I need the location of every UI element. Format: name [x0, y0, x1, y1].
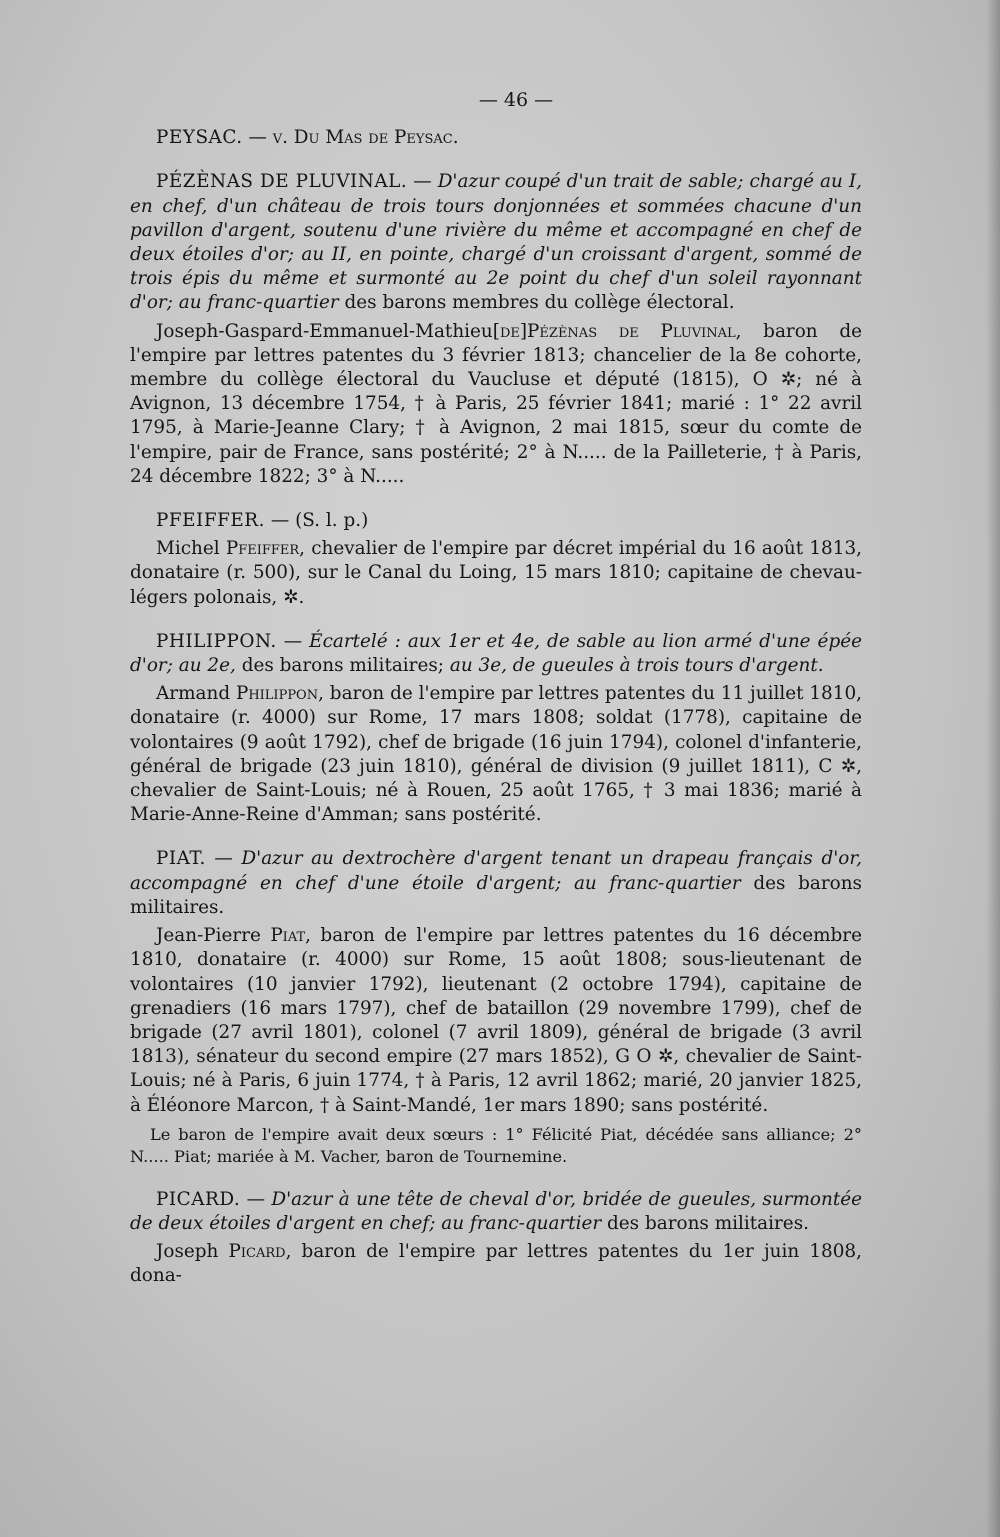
- heading-dash: —: [283, 630, 303, 652]
- person-given-name: Joseph-Gaspard-Emmanuel-Mathieu: [156, 320, 493, 342]
- heading-dash: —: [246, 1188, 266, 1210]
- entry-pfeiffer: [130, 509, 862, 610]
- arms-plain: des barons militaires;: [241, 655, 444, 677]
- person-surname: Pfeiffer: [225, 538, 300, 560]
- person-paragraph: [130, 537, 862, 610]
- entry-name: PHILIPPON.: [156, 630, 277, 652]
- person-biography: , baron de l'empire par lettres patentes du 11 juillet 1810, donataire (r. 4000) sur Rome, 17 mars 1808; soldat (1778), capitaine de volontaires (9 août 1792), chef de brigade (16 juin 1794), colonel d'infanterie, général de brigade (23 juin 1810), général de division (9 juillet 1811), C ✲, chevalier de Saint-Louis; né à Rouen, 25 août 1765, † 3 mai 1836; marié à Marie-Anne-Reine d'Amman; sans postérité.: [130, 683, 862, 826]
- arms-plain: des barons membres du collège électoral.: [344, 292, 735, 314]
- entry-philippon: [130, 630, 862, 828]
- entry-peysac: [130, 126, 862, 150]
- entry-name: PÉZÈNAS DE PLUVINAL.: [156, 171, 408, 193]
- page-number: — 46 —: [478, 89, 554, 111]
- person-paragraph: [130, 320, 862, 489]
- person-particle: [de]: [492, 320, 528, 342]
- person-surname: Pézènas de Pluvinal: [527, 320, 736, 342]
- entry-heading: [130, 847, 862, 920]
- person-surname: Piat: [270, 925, 306, 947]
- person-biography: , baron de l'empire par lettres patentes du 1er juin 1808, dona-: [130, 1241, 862, 1287]
- entry-picard: [130, 1188, 862, 1289]
- person-paragraph: [130, 924, 862, 1118]
- heading-dash: —: [413, 171, 432, 193]
- entry-heading: [130, 170, 862, 315]
- person-given-name: Armand: [156, 683, 231, 705]
- entry-heading: [130, 509, 862, 533]
- entry-name: PICARD.: [156, 1188, 241, 1210]
- heading-dash: —: [214, 848, 233, 870]
- arms-description: D'azur coupé d'un trait de sable; chargé au I, en chef, d'un château de trois tours donjonnées et sommées chacune d'un pavillon d'argent, soutenu d'une rivière du même et accompagné en chef de deux étoiles d'or; au II, en pointe, chargé d'un croissant d'argent, sommé de trois épis du même et surmonté au 2e point du chef d'un soleil rayonnant d'or; au franc-quartier: [130, 171, 862, 314]
- entry-pezenas-de-pluvinal: [130, 170, 862, 489]
- entry-name: PIAT.: [156, 848, 206, 870]
- person-given-name: Michel: [156, 538, 220, 560]
- person-surname: Picard: [228, 1241, 286, 1263]
- entry-name: PFEIFFER.: [156, 510, 265, 532]
- entry-name: PEYSAC.: [156, 127, 243, 149]
- footnote-paragraph: Le baron de l'empire avait deux sœurs : 1° Félicité Piat, décédée sans alliance; 2° N..... Piat; mariée à M. Vacher, baron de Tournemine.: [130, 1124, 862, 1166]
- person-biography: , baron de l'empire par lettres patentes du 16 décembre 1810, donataire (r. 4000) sur Rome, 15 août 1808; sous-lieutenant de volontaires (10 janvier 1792), lieutenant (2 octobre 1794), capitaine de grenadiers (16 mars 1797), chef de bataillon (29 novembre 1799), chef de brigade (27 avril 1801), colonel (7 avril 1809), général de brigade (3 avril 1813), sénateur du second empire (27 mars 1852), G O ✲, chevalier de Saint-Louis; né à Paris, 6 juin 1774, † à Paris, 12 avril 1862; marié, 20 janvier 1825, à Éléonore Marcon, † à Saint-Mandé, 1er mars 1890; sans postérité.: [130, 925, 862, 1116]
- entry-heading: [130, 1188, 862, 1236]
- arms-description-2: au 3e, de gueules à trois tours d'argent.: [449, 655, 824, 677]
- person-paragraph: [130, 682, 862, 827]
- person-surname: Philippon: [235, 683, 319, 705]
- cross-reference: — (S. l. p.): [270, 510, 369, 532]
- person-given-name: Jean-Pierre: [156, 925, 261, 947]
- person-given-name: Joseph: [156, 1241, 219, 1263]
- entry-heading: [130, 630, 862, 678]
- cross-reference: — v. Du Mas de Peysac.: [248, 127, 459, 149]
- entry-piat: [130, 847, 862, 1167]
- person-paragraph: [130, 1240, 862, 1288]
- person-biography: , chevalier de l'empire par décret impérial du 16 août 1813, donataire (r. 500), sur le Canal du Loing, 15 mars 1810; capitaine de chevau-légers polonais, ✲.: [130, 538, 862, 608]
- person-biography: , baron de l'empire par lettres patentes du 3 février 1813; chancelier de la 8e cohorte, membre du collège électoral du Vaucluse et député (1815), O ✲; né à Avignon, 13 décembre 1754, † à Paris, 25 février 1841; marié : 1° 22 avril 1795, à Marie-Jeanne Clary; † à Avignon, 2 mai 1815, sœur du comte de l'empire, pair de France, sans postérité; 2° à N..... de la Pailleterie, † à Paris, 24 décembre 1822; 3° à N.....: [130, 320, 862, 487]
- arms-plain: des barons militaires.: [130, 872, 862, 918]
- arms-description: D'azur au dextrochère d'argent tenant un drapeau français d'or, accompagné en chef d'une étoile d'argent; au franc-quartier: [130, 848, 862, 894]
- arms-plain: des barons militaires.: [607, 1212, 809, 1234]
- entry-heading: [130, 126, 862, 150]
- arms-description: D'azur à une tête de cheval d'or, bridée de gueules, surmontée de deux étoiles d'argent en chef; au franc-quartier: [130, 1188, 862, 1234]
- arms-description: Écartelé : aux 1er et 4e, de sable au lion armé d'une épée d'or; au 2e,: [130, 630, 862, 677]
